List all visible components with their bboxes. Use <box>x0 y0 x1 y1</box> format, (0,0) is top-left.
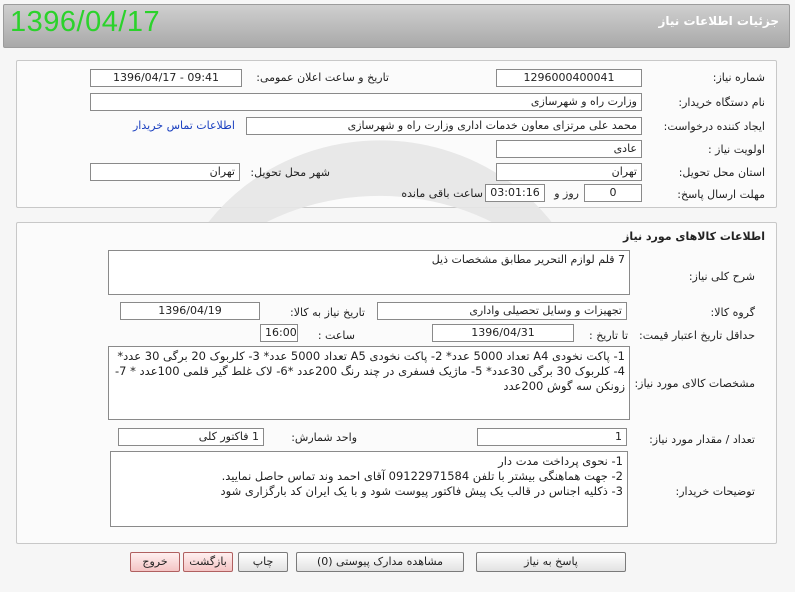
time-field: 16:00 <box>260 324 298 342</box>
buyer-notes-field <box>110 451 628 527</box>
header-date: 1396/04/17 <box>10 6 161 38</box>
creator-label: ایجاد کننده درخواست: <box>663 120 765 133</box>
to-date-field: 1396/04/31 <box>432 324 574 342</box>
creator-field: محمد علی مرتزای معاون خدمات اداری وزارت راه و شهرسازی <box>246 117 642 135</box>
qty-field: 1 <box>477 428 627 446</box>
exit-button[interactable]: خروج <box>130 552 180 572</box>
remaining-label: ساعت باقی مانده <box>401 187 483 200</box>
priority-label: اولویت نیاز : <box>707 143 765 156</box>
to-date-label: تا تاریخ : <box>589 329 628 342</box>
min-validity-label: حداقل تاریخ اعتبار قیمت: <box>639 329 755 342</box>
time-label: ساعت : <box>317 329 355 342</box>
qty-label: تعداد / مقدار مورد نیاز: <box>649 433 755 446</box>
announce-datetime-field: 1396/04/17 - 09:41 <box>90 69 242 87</box>
deadline-days-field: 0 <box>584 184 642 202</box>
buyer-org-field: وزارت راه و شهرسازی <box>90 93 642 111</box>
need-number-field: 1296000400041 <box>496 69 642 87</box>
priority-field: عادی <box>496 140 642 158</box>
city-field: تهران <box>90 163 240 181</box>
announce-label: تاریخ و ساعت اعلان عمومی: <box>256 71 389 84</box>
need-date-field: 1396/04/19 <box>120 302 260 320</box>
province-field: تهران <box>496 163 642 181</box>
buyer-note-line: 1- نحوی پرداخت مدت دار <box>498 454 623 468</box>
buyer-contact-link[interactable]: اطلاعات تماس خریدار <box>133 119 235 132</box>
goods-group-field: تجهیزات و وسایل تحصیلی واداری <box>377 302 627 320</box>
specs-field: 1- پاکت نخودی A4 تعداد 5000 عدد* 2- پاکت نخودی A5 تعداد 5000 عدد* 3- کلربوک 20 برگی 30 عدد* 4- کلربوک 30 برگی 30عدد* 5- ماژیک فسفری در چند رنگ 200عدد *6- لاک غلط گیر قلمی 100عدد * 7- زونکن سه گوش 200عدد <box>108 346 630 420</box>
specs-label: مشخصات کالای مورد نیاز: <box>634 377 755 390</box>
print-button[interactable]: چاپ <box>238 552 288 572</box>
unit-label: واحد شمارش: <box>291 431 357 444</box>
province-label: استان محل تحویل: <box>678 166 765 179</box>
goods-section-title: اطلاعات کالاهای مورد نیاز <box>623 230 765 243</box>
general-desc-label: شرح کلی نیاز: <box>688 270 755 283</box>
need-date-label: تاریخ نیاز به کالا: <box>290 306 365 319</box>
days-and-label: روز و <box>554 187 579 200</box>
deadline-label: مهلت ارسال پاسخ: <box>677 188 765 201</box>
need-number-label: شماره نیاز: <box>712 71 765 84</box>
view-attachments-button[interactable]: مشاهده مدارک پیوستی (0) <box>296 552 464 572</box>
deadline-time-field: 03:01:16 <box>485 184 545 202</box>
reply-button[interactable]: پاسخ به نیاز <box>476 552 626 572</box>
buyer-notes-label: توضیحات خریدار: <box>675 485 755 498</box>
unit-field: 1 فاکتور کلی <box>118 428 264 446</box>
buyer-note-line: 3- ذکلیه اجناس در قالب یک پیش فاکتور پیوست شود و با یک ایران کد بارگزاری شود <box>220 484 623 498</box>
goods-group-label: گروه کالا: <box>710 306 755 319</box>
page-title: جزئیات اطلاعات نیاز <box>658 14 779 28</box>
back-button[interactable]: بازگشت <box>183 552 233 572</box>
city-label: شهر محل تحویل: <box>250 166 330 179</box>
buyer-note-line: 2- جهت هماهنگی بیشتر با تلفن 09122971584 آقای احمد وند تماس حاصل نمایید. <box>221 469 623 483</box>
general-desc-field: 7 قلم لوازم التحریر مطابق مشخصات ذیل <box>108 250 630 295</box>
buyer-org-label: نام دستگاه خریدار: <box>678 96 765 109</box>
